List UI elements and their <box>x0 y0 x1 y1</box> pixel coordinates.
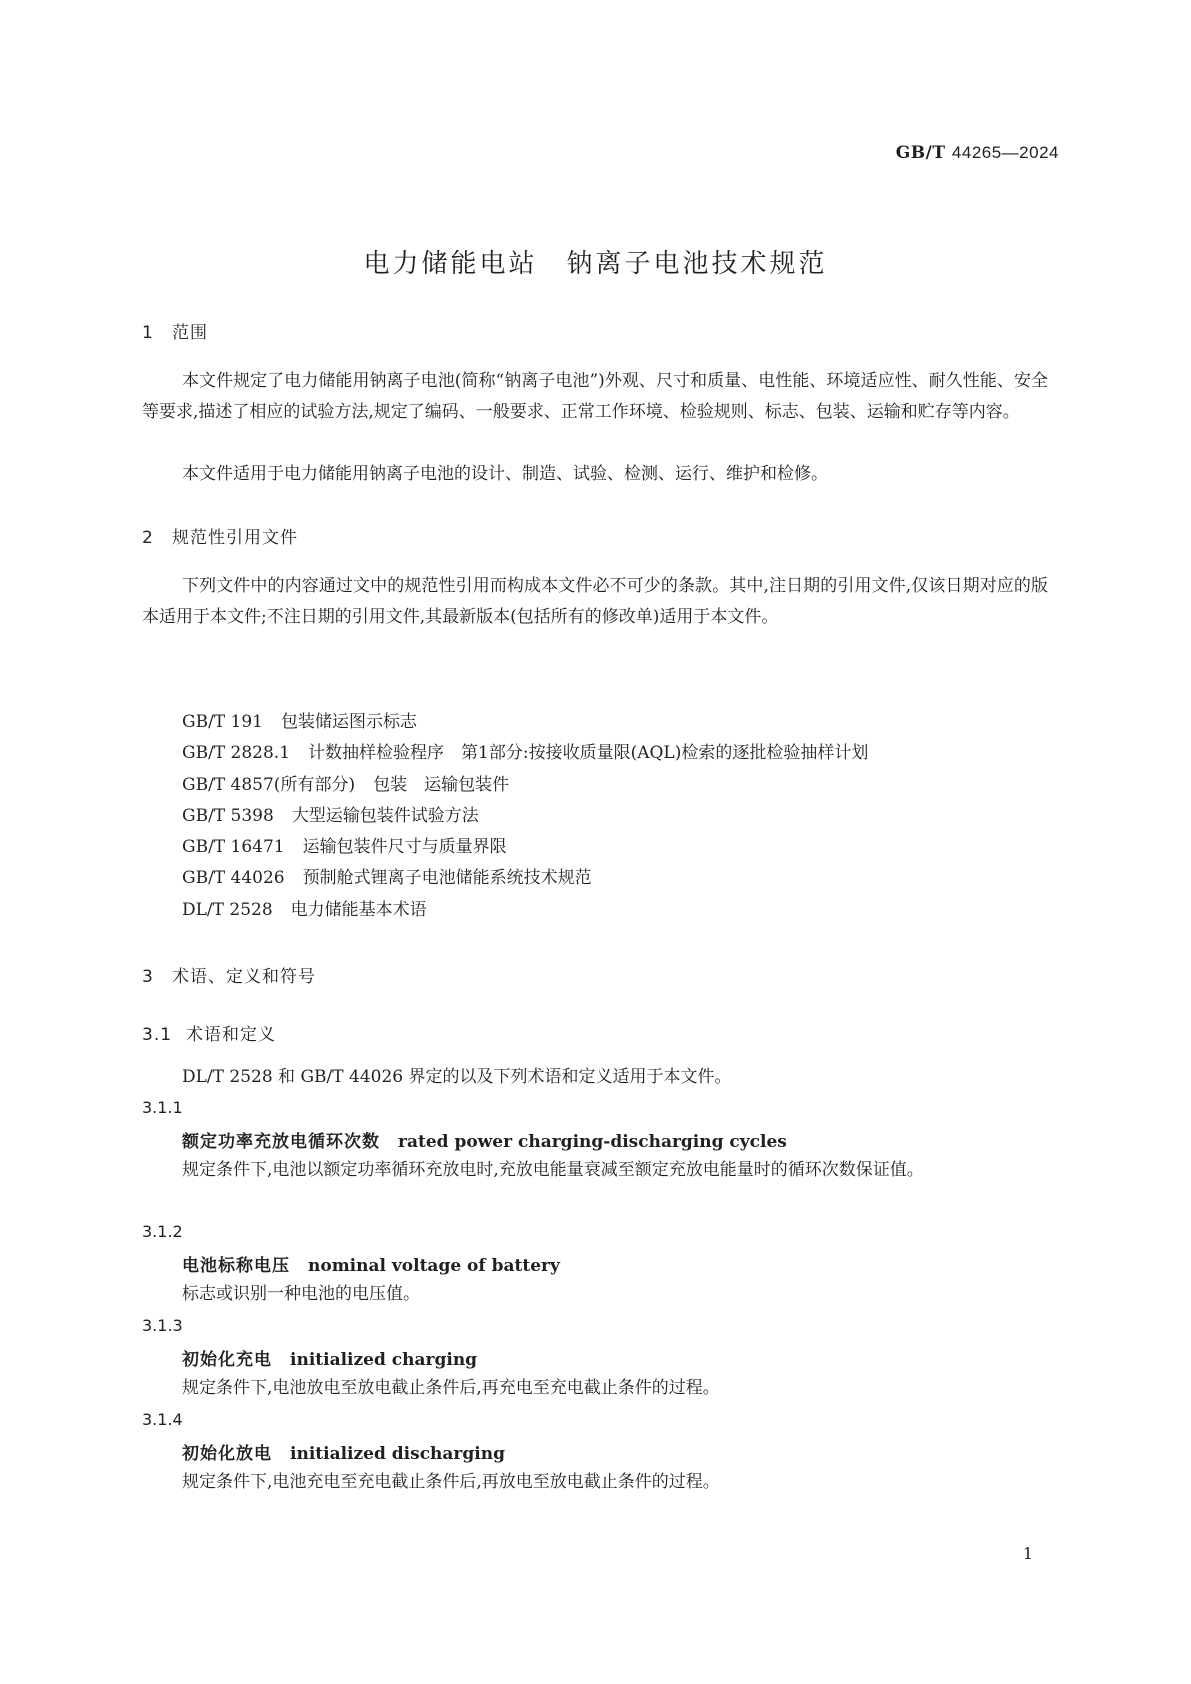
term-zh: 初始化充电 <box>182 1350 272 1370</box>
paragraph: DL/T 2528 和 GB/T 44026 界定的以及下列术语和定义适用于本文件。 <box>182 1067 732 1087</box>
reference-title: 电力储能基本术语 <box>290 899 427 920</box>
document-title: 电力储能电站 钠离子电池技术规范 <box>363 249 828 279</box>
list-item <box>182 832 868 863</box>
list-item <box>182 863 868 894</box>
reference-code: GB/T 191 <box>182 712 263 732</box>
list-item <box>182 895 868 926</box>
reference-title: 大型运输包装件试验方法 <box>291 805 479 826</box>
term-heading <box>182 1439 505 1464</box>
page-number: 1 <box>1022 1544 1033 1563</box>
normative-reference-list <box>182 707 868 926</box>
term-heading <box>182 1251 560 1276</box>
term-heading <box>182 1127 787 1152</box>
term-heading <box>182 1345 477 1370</box>
reference-code: GB/T 2828.1 <box>182 743 291 764</box>
reference-code: GB/T 44026 <box>182 868 285 889</box>
standard-code <box>896 143 1059 163</box>
term-number: 3.1.2 <box>142 1222 183 1241</box>
section-3-1-heading <box>142 1020 276 1045</box>
paragraph: 本文件适用于电力储能用钠离子电池的设计、制造、试验、检测、运行、维护和检修。 <box>182 464 828 484</box>
term-en: nominal voltage of battery <box>308 1256 560 1276</box>
reference-title: 运输包装件尺寸与质量界限 <box>302 837 507 858</box>
term-number: 3.1.3 <box>142 1316 183 1335</box>
list-item <box>182 707 868 738</box>
term-en: initialized discharging <box>290 1444 505 1464</box>
term-number: 3.1.1 <box>142 1098 183 1117</box>
term-number: 3.1.4 <box>142 1410 183 1429</box>
list-item <box>182 770 868 801</box>
term-definition: 规定条件下,电池放电至放电截止条件后,再充电至充电截止条件的过程。 <box>182 1378 720 1398</box>
section-1-heading <box>142 318 208 343</box>
term-definition: 标志或识别一种电池的电压值。 <box>182 1284 420 1304</box>
term-definition: 规定条件下,电池充电至充电截止条件后,再放电至放电截止条件的过程。 <box>182 1472 720 1492</box>
list-item <box>182 738 868 769</box>
standard-code-prefix: GB/T <box>895 143 946 163</box>
reference-title: 包装储运图示标志 <box>281 712 417 732</box>
section-3-heading <box>142 962 316 987</box>
section-title: 规范性引用文件 <box>172 528 298 548</box>
term-zh: 电池标称电压 <box>182 1256 290 1276</box>
section-title: 术语、定义和符号 <box>172 967 316 987</box>
list-item <box>182 801 868 832</box>
section-2-heading <box>142 523 298 548</box>
section-title: 术语和定义 <box>186 1025 276 1045</box>
section-number: 3 <box>142 967 154 987</box>
section-number: 3.1 <box>142 1025 173 1045</box>
section-title: 范围 <box>172 323 208 343</box>
reference-code: GB/T 5398 <box>182 805 274 826</box>
term-zh: 初始化放电 <box>182 1444 272 1464</box>
term-definition: 规定条件下,电池以额定功率循环充放电时,充放电能量衰减至额定充放电能量时的循环次数保证值。 <box>182 1160 924 1180</box>
term-zh: 额定功率充放电循环次数 <box>182 1132 380 1152</box>
term-en: initialized charging <box>290 1350 478 1370</box>
reference-title: 包装 运输包装件 <box>373 774 510 795</box>
reference-title: 预制舱式锂离子电池储能系统技术规范 <box>302 868 592 889</box>
reference-code: DL/T 2528 <box>182 899 273 920</box>
reference-code: GB/T 4857(所有部分) <box>182 774 356 795</box>
reference-title: 计数抽样检验程序 第1部分:按接收质量限(AQL)检索的逐批检验抽样计划 <box>308 743 869 764</box>
section-number: 1 <box>142 323 154 343</box>
term-en: rated power charging-discharging cycles <box>398 1132 787 1152</box>
standard-code-number: 44265—2024 <box>951 143 1059 162</box>
section-number: 2 <box>142 528 154 548</box>
reference-code: GB/T 16471 <box>182 837 285 858</box>
paragraph: 下列文件中的内容通过文中的规范性引用而构成本文件必不可少的条款。其中,注日期的引用文件,仅该日期对应的版本适用于本文件;不注日期的引用文件,其最新版本(包括所有的修改单)适用于本文件。 <box>142 576 1048 627</box>
paragraph: 本文件规定了电力储能用钠离子电池(简称“钠离子电池”)外观、尺寸和质量、电性能、环境适应性、耐久性能、安全等要求,描述了相应的试验方法,规定了编码、一般要求、正常工作环境、检验规则、标志、包装、运输和贮存等内容。 <box>142 371 1048 422</box>
